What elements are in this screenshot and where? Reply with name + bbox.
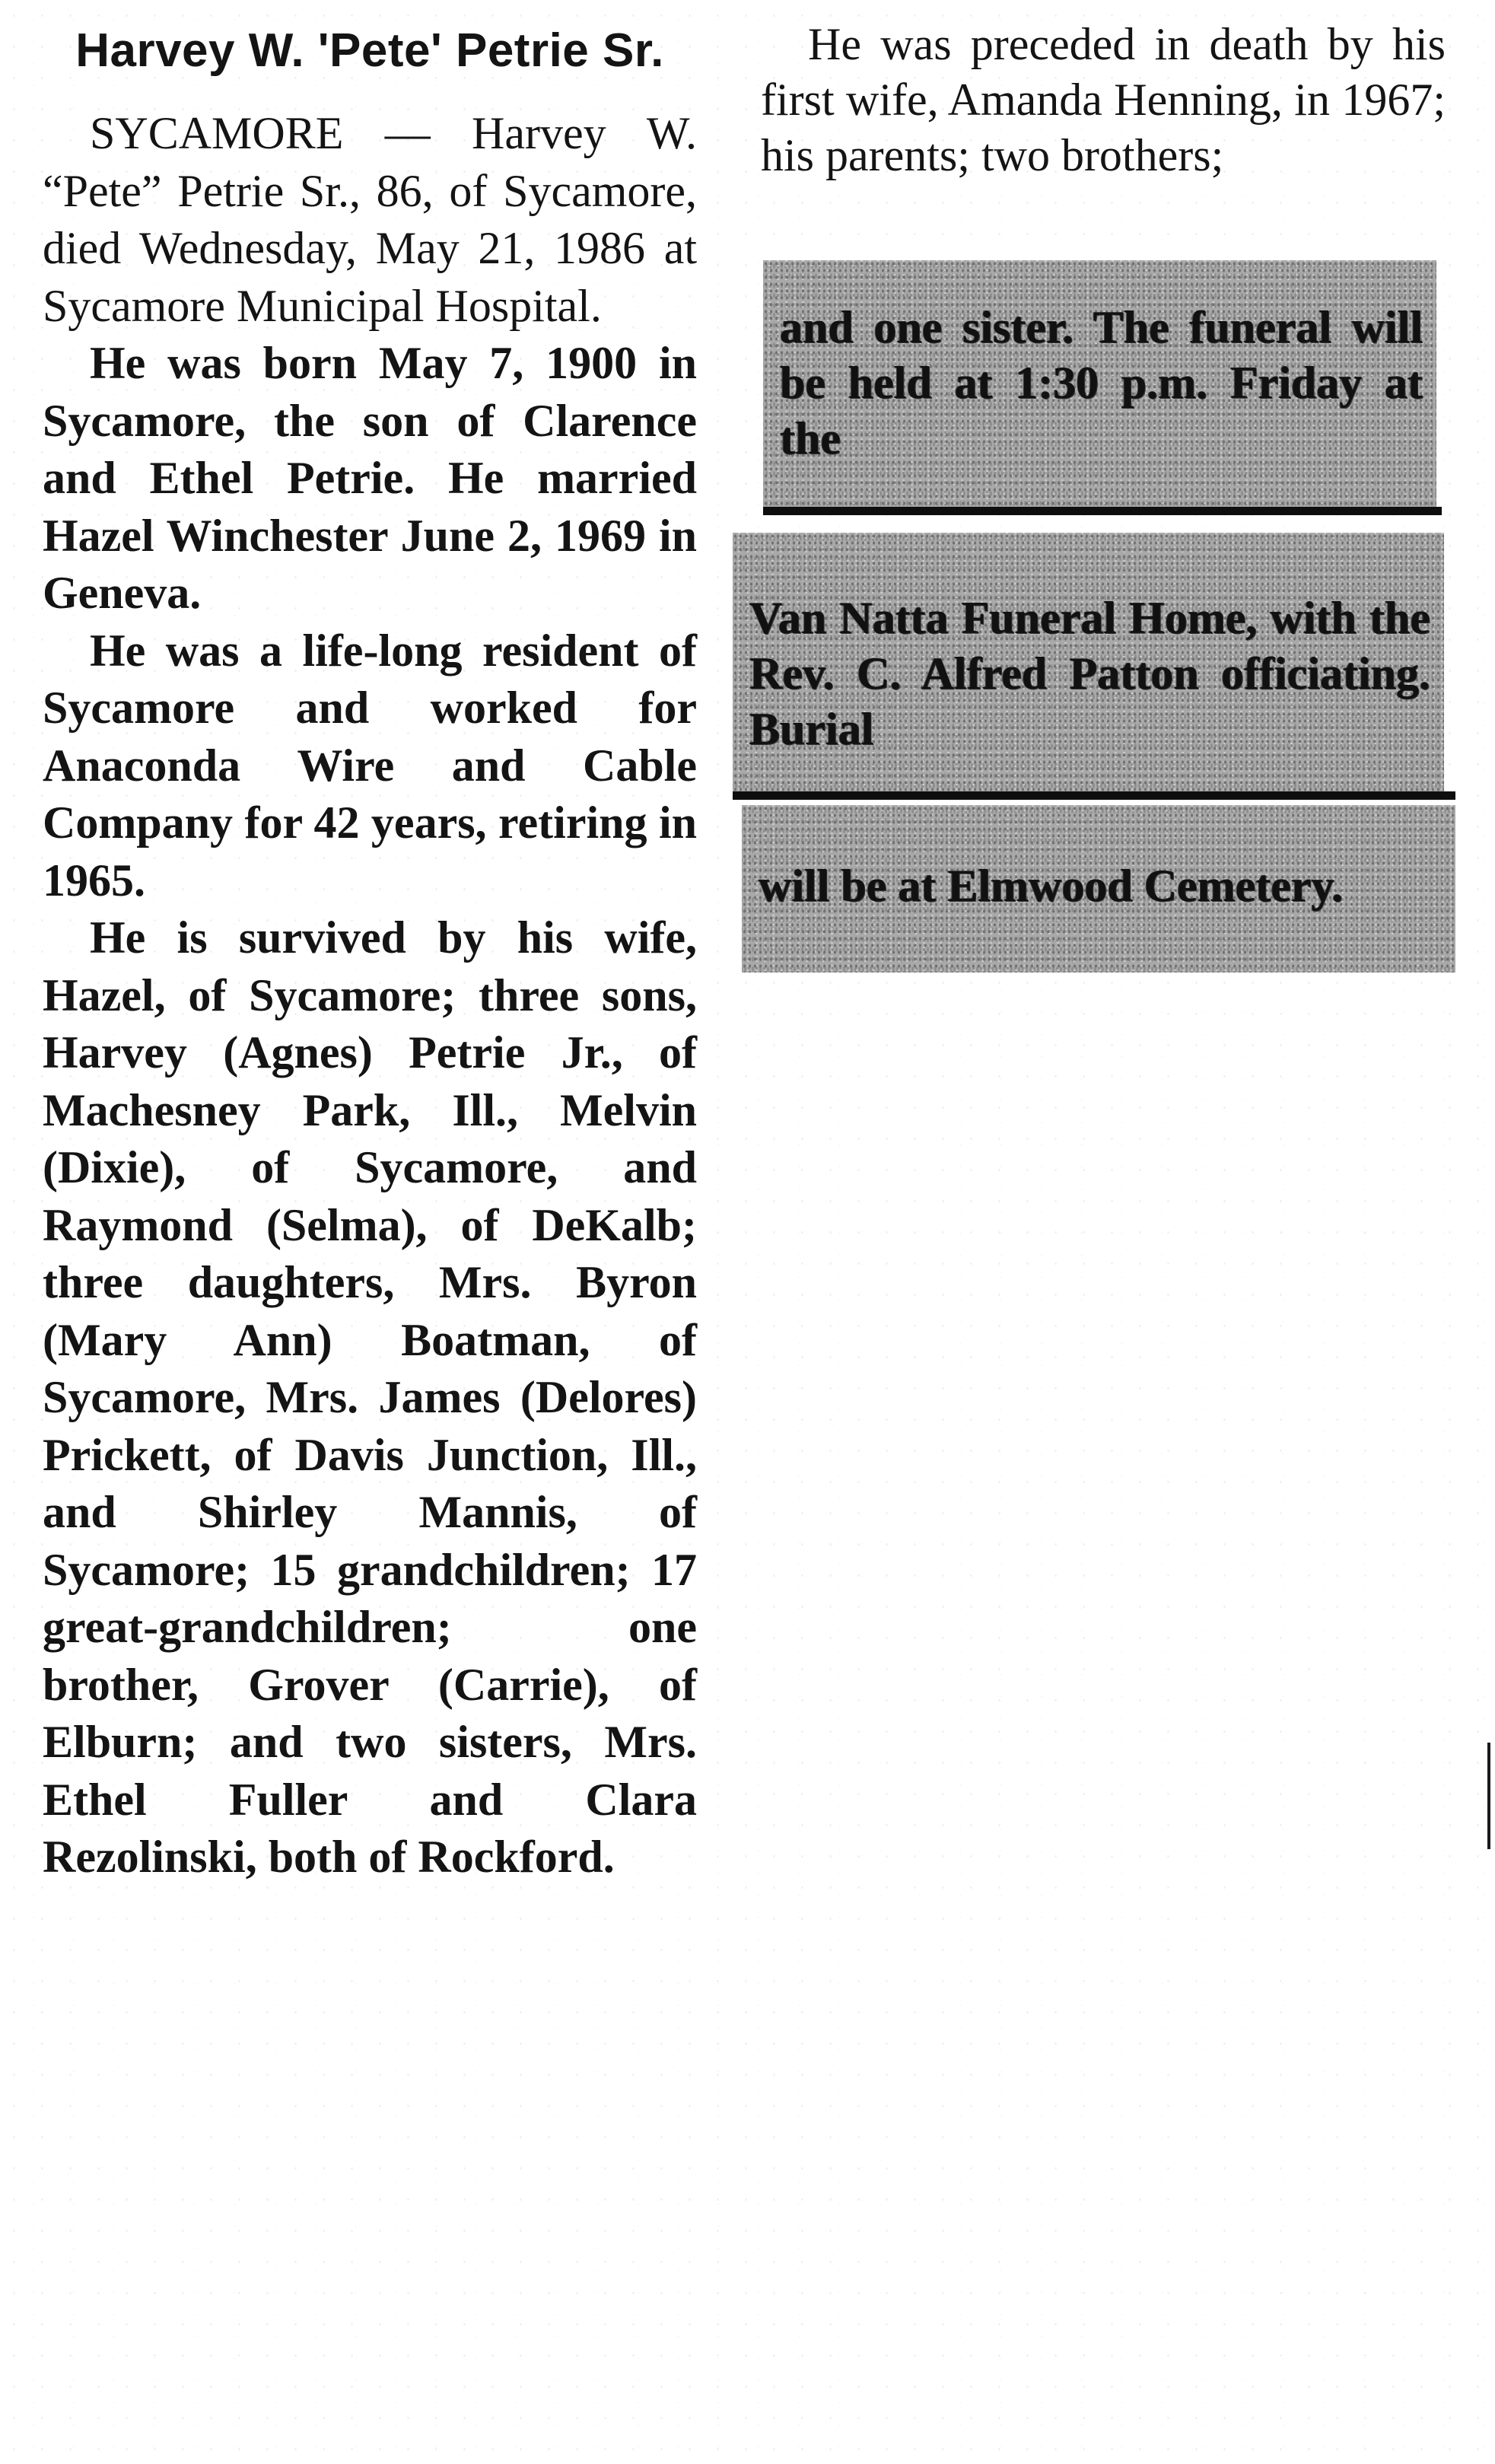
scan-edge-mark [1487, 1743, 1490, 1849]
clipping-rule [763, 507, 1442, 515]
obituary-paragraph-preceded: He was preceded in death by his first wife, Amanda Henning, in 1967; his parents; two brothers; [761, 19, 1446, 180]
clipping-strip-burial [742, 805, 1455, 973]
obituary-paragraph-birth: He was born May 7, 1900 in Sycamore, the son of Clarence and Ethel Petrie. He married Hazel Winchester June 2, 1969 in Geneva. [43, 338, 697, 618]
clipping-strip-funeral [763, 260, 1436, 508]
obituary-paragraph-career: He was a life-long resident of Sycamore and worked for Anaconda Wire and Cable Company for 42 years, retiring in 1965. [43, 625, 697, 906]
clipping-text-funeral: and one sister. The funeral will be held at 1:30 p.m. Friday at the [780, 302, 1423, 463]
obituary-right-column [761, 17, 1446, 183]
obituary-headline: Harvey W. 'Pete' Petrie Sr. [75, 24, 664, 77]
obituary-paragraph-death: SYCAMORE — Harvey W. “Pete” Petrie Sr., 86, of Sycamore, died Wednesday, May 21, 1986 at Sycamore Municipal Hospital. [43, 108, 697, 331]
clipping-text-burial: will be at Elmwood Cemetery. [759, 861, 1344, 911]
obituary-paragraph-survivors: He is survived by his wife, Hazel, of Sycamore; three sons, Harvey (Agnes) Petrie Jr., of Machesney Park, Ill., Melvin (Dixie), of Sycamore, and Raymond (Selma), of DeKalb; three daughters, Mrs. Byron (Mary Ann) Boatman, of Sycamore, Mrs. James (Delores) Prickett, of Davis Junction, Ill., and Shirley Mannis, of Sycamore; 15 grandchildren; 17 great-grandchildren; one brother, Grover (Carrie), of Elburn; and two sisters, Mrs. Ethel Fuller and Clara Rezolinski, both of Rockford. [43, 912, 697, 1882]
clipping-rule [733, 791, 1455, 800]
clipping-text-funeral-home: Van Natta Funeral Home, with the Rev. C. Alfred Patton officiating. Burial [749, 593, 1430, 754]
obituary-left-column [43, 21, 697, 1886]
clipping-strip-funeral-home [733, 533, 1444, 795]
